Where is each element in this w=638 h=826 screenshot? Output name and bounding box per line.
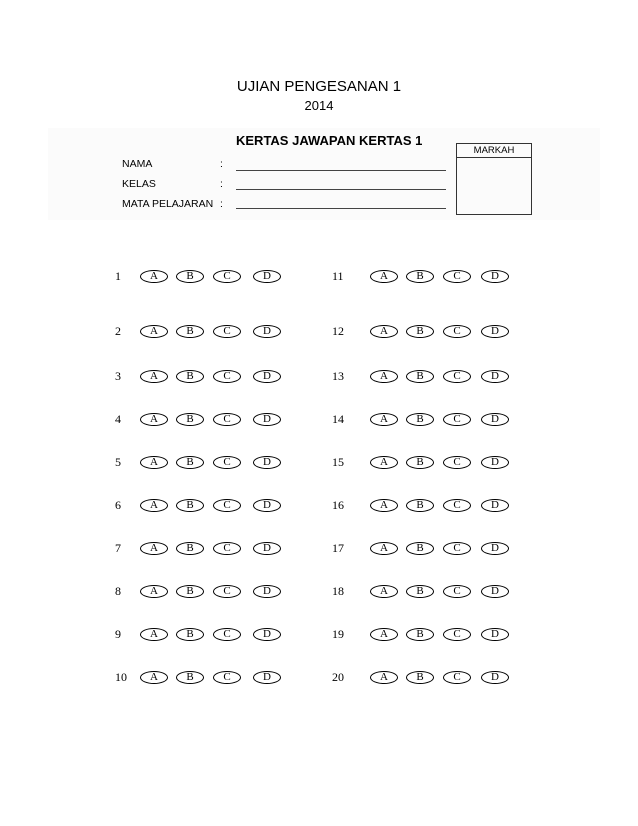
answer-bubble-d[interactable]: D <box>253 325 281 338</box>
answer-bubble-d[interactable]: D <box>481 370 509 383</box>
field-colon: : <box>220 158 223 170</box>
field-label-kelas: KELAS <box>122 178 156 190</box>
answer-bubble-c[interactable]: C <box>213 499 241 512</box>
answer-bubble-b[interactable]: B <box>406 499 434 512</box>
answer-bubble-c[interactable]: C <box>213 370 241 383</box>
answer-bubble-d[interactable]: D <box>253 671 281 684</box>
answer-bubble-a[interactable]: A <box>140 628 168 641</box>
answer-bubble-a[interactable]: A <box>140 671 168 684</box>
answer-bubble-a[interactable]: A <box>370 270 398 283</box>
answer-bubble-c[interactable]: C <box>213 585 241 598</box>
answer-bubble-b[interactable]: B <box>406 370 434 383</box>
question-number: 16 <box>332 498 344 512</box>
answer-bubble-c[interactable]: C <box>213 542 241 555</box>
field-colon: : <box>220 178 223 190</box>
field-label-mata-pelajaran: MATA PELAJARAN <box>122 198 214 210</box>
question-number: 8 <box>115 584 121 598</box>
question-number: 20 <box>332 670 344 684</box>
question-number: 6 <box>115 498 121 512</box>
answer-bubble-b[interactable]: B <box>406 542 434 555</box>
kelas-field[interactable] <box>236 189 446 190</box>
mata-pelajaran-field[interactable] <box>236 208 446 209</box>
answer-bubble-c[interactable]: C <box>213 413 241 426</box>
question-number: 11 <box>332 269 344 283</box>
answer-bubble-b[interactable]: B <box>176 628 204 641</box>
marks-box <box>456 143 532 215</box>
answer-bubble-d[interactable]: D <box>253 499 281 512</box>
answer-bubble-d[interactable]: D <box>481 270 509 283</box>
answer-bubble-a[interactable]: A <box>140 270 168 283</box>
answer-bubble-a[interactable]: A <box>370 456 398 469</box>
field-colon: : <box>220 198 223 210</box>
answer-bubble-d[interactable]: D <box>253 585 281 598</box>
exam-title: UJIAN PENGESANAN 1 <box>236 78 402 95</box>
answer-bubble-b[interactable]: B <box>176 499 204 512</box>
answer-bubble-b[interactable]: B <box>176 370 204 383</box>
answer-bubble-c[interactable]: C <box>443 585 471 598</box>
answer-bubble-c[interactable]: C <box>443 456 471 469</box>
answer-bubble-d[interactable]: D <box>253 456 281 469</box>
answer-bubble-c[interactable]: C <box>443 542 471 555</box>
answer-bubble-a[interactable]: A <box>370 499 398 512</box>
answer-bubble-b[interactable]: B <box>176 270 204 283</box>
question-number: 15 <box>332 455 344 469</box>
answer-bubble-a[interactable]: A <box>370 413 398 426</box>
answer-bubble-c[interactable]: C <box>443 270 471 283</box>
question-number: 12 <box>332 324 344 338</box>
question-number: 1 <box>115 269 121 283</box>
answer-bubble-a[interactable]: A <box>370 370 398 383</box>
sheet-title: KERTAS JAWAPAN KERTAS 1 <box>236 133 423 148</box>
answer-bubble-a[interactable]: A <box>140 370 168 383</box>
question-number: 7 <box>115 541 121 555</box>
question-number: 18 <box>332 584 344 598</box>
answer-bubble-a[interactable]: A <box>140 542 168 555</box>
question-number: 5 <box>115 455 121 469</box>
answer-bubble-d[interactable]: D <box>481 671 509 684</box>
answer-bubble-c[interactable]: C <box>443 370 471 383</box>
question-number: 13 <box>332 369 344 383</box>
marks-label: MARKAH <box>457 144 531 158</box>
answer-bubble-b[interactable]: B <box>176 585 204 598</box>
answer-bubble-b[interactable]: B <box>406 671 434 684</box>
answer-bubble-b[interactable]: B <box>176 456 204 469</box>
answer-bubble-d[interactable]: D <box>481 325 509 338</box>
exam-year: 2014 <box>304 98 334 113</box>
answer-bubble-d[interactable]: D <box>481 628 509 641</box>
answer-bubble-d[interactable]: D <box>253 270 281 283</box>
question-number: 4 <box>115 412 121 426</box>
question-number: 14 <box>332 412 344 426</box>
answer-bubble-a[interactable]: A <box>370 542 398 555</box>
answer-bubble-b[interactable]: B <box>176 542 204 555</box>
answer-bubble-c[interactable]: C <box>443 499 471 512</box>
answer-bubble-d[interactable]: D <box>481 456 509 469</box>
field-label-nama: NAMA <box>122 158 153 170</box>
answer-bubble-b[interactable]: B <box>406 325 434 338</box>
answer-bubble-b[interactable]: B <box>176 325 204 338</box>
answer-bubble-a[interactable]: A <box>140 456 168 469</box>
answer-bubble-c[interactable]: C <box>213 628 241 641</box>
question-number: 3 <box>115 369 121 383</box>
answer-bubble-d[interactable]: D <box>481 585 509 598</box>
answer-bubble-c[interactable]: C <box>213 325 241 338</box>
question-number: 19 <box>332 627 344 641</box>
question-number: 2 <box>115 324 121 338</box>
question-number: 9 <box>115 627 121 641</box>
answer-bubble-c[interactable]: C <box>443 413 471 426</box>
answer-bubble-a[interactable]: A <box>370 585 398 598</box>
answer-bubble-a[interactable]: A <box>140 499 168 512</box>
answer-bubble-b[interactable]: B <box>176 671 204 684</box>
answer-bubble-a[interactable]: A <box>140 325 168 338</box>
answer-bubble-d[interactable]: D <box>481 499 509 512</box>
answer-bubble-c[interactable]: C <box>213 270 241 283</box>
answer-bubble-d[interactable]: D <box>253 628 281 641</box>
answer-bubble-c[interactable]: C <box>213 456 241 469</box>
question-number: 10 <box>115 670 127 684</box>
nama-field[interactable] <box>236 170 446 171</box>
answer-bubble-d[interactable]: D <box>481 542 509 555</box>
answer-bubble-d[interactable]: D <box>253 370 281 383</box>
answer-bubble-d[interactable]: D <box>481 413 509 426</box>
answer-bubble-b[interactable]: B <box>406 270 434 283</box>
answer-bubble-a[interactable]: A <box>370 628 398 641</box>
answer-bubble-b[interactable]: B <box>406 628 434 641</box>
answer-bubble-b[interactable]: B <box>406 456 434 469</box>
answer-bubble-c[interactable]: C <box>443 325 471 338</box>
answer-bubble-b[interactable]: B <box>176 413 204 426</box>
answer-bubble-a[interactable]: A <box>140 413 168 426</box>
answer-bubble-a[interactable]: A <box>370 325 398 338</box>
answer-bubble-b[interactable]: B <box>406 413 434 426</box>
answer-bubble-c[interactable]: C <box>213 671 241 684</box>
answer-bubble-a[interactable]: A <box>140 585 168 598</box>
answer-bubble-c[interactable]: C <box>443 628 471 641</box>
answer-bubble-d[interactable]: D <box>253 542 281 555</box>
answer-sheet-header <box>48 128 600 220</box>
answer-bubble-b[interactable]: B <box>406 585 434 598</box>
answer-bubble-d[interactable]: D <box>253 413 281 426</box>
question-number: 17 <box>332 541 344 555</box>
answer-bubble-a[interactable]: A <box>370 671 398 684</box>
answer-bubble-c[interactable]: C <box>443 671 471 684</box>
